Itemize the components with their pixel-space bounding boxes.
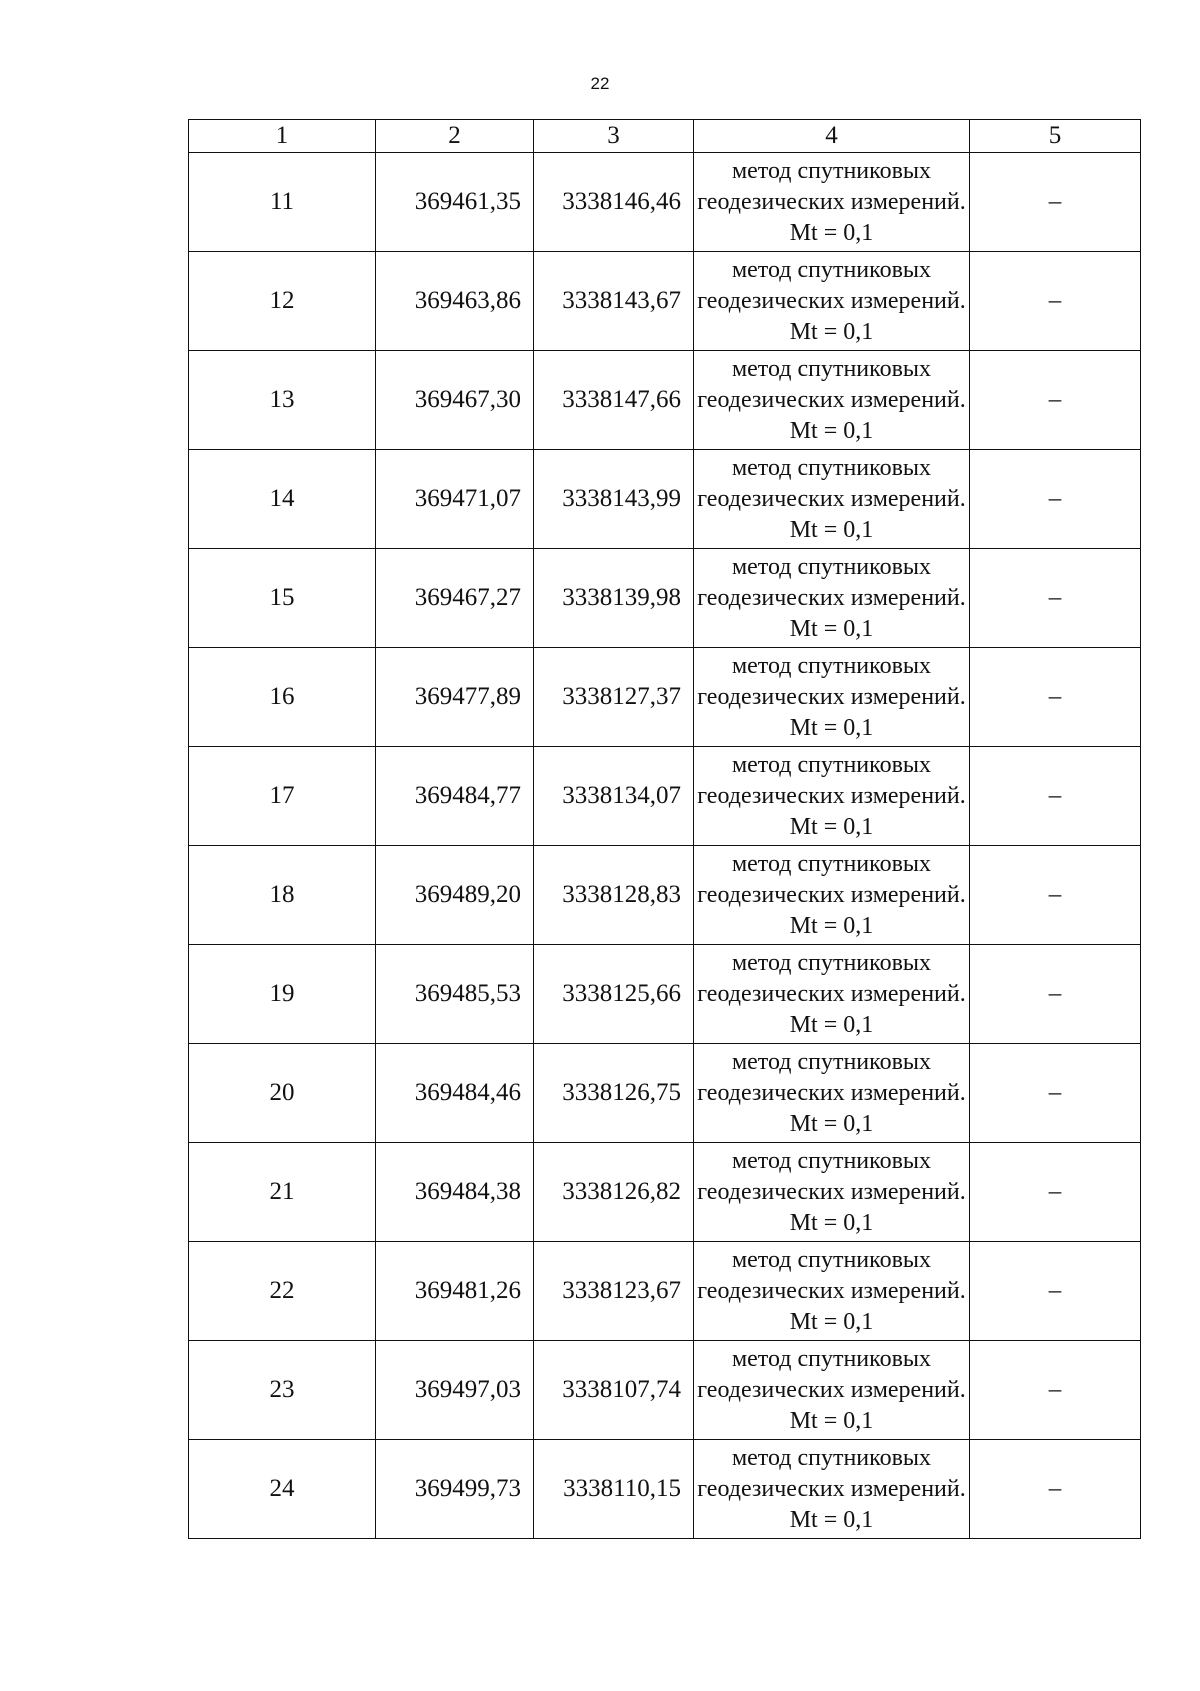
table-row: [189, 351, 1141, 450]
method-cell: метод спутниковых геодезических измерений. Mt = 0,1: [694, 1242, 970, 1341]
y-coordinate-cell: 3338107,74: [534, 1341, 694, 1440]
table-header-row: [189, 120, 1141, 153]
y-coordinate-cell: 3338126,82: [534, 1143, 694, 1242]
x-coordinate-cell: 369463,86: [376, 252, 534, 351]
notes-cell: –: [970, 549, 1141, 648]
notes-cell: –: [970, 747, 1141, 846]
method-cell: метод спутниковых геодезических измерений. Mt = 0,1: [694, 450, 970, 549]
point-number-cell: 23: [189, 1341, 376, 1440]
y-coordinate-cell: 3338134,07: [534, 747, 694, 846]
notes-cell: –: [970, 846, 1141, 945]
x-coordinate-cell: 369467,27: [376, 549, 534, 648]
notes-cell: –: [970, 351, 1141, 450]
notes-cell: –: [970, 450, 1141, 549]
point-number-cell: 22: [189, 1242, 376, 1341]
method-cell: метод спутниковых геодезических измерений. Mt = 0,1: [694, 549, 970, 648]
y-coordinate-cell: 3338143,99: [534, 450, 694, 549]
method-cell: метод спутниковых геодезических измерений. Mt = 0,1: [694, 1143, 970, 1242]
method-cell: метод спутниковых геодезических измерений. Mt = 0,1: [694, 351, 970, 450]
x-coordinate-cell: 369499,73: [376, 1440, 534, 1539]
table-row: [189, 1143, 1141, 1242]
y-coordinate-cell: 3338128,83: [534, 846, 694, 945]
method-cell: метод спутниковых геодезических измерений. Mt = 0,1: [694, 1440, 970, 1539]
x-coordinate-cell: 369471,07: [376, 450, 534, 549]
column-header: 3: [534, 120, 694, 153]
table-row: [189, 1044, 1141, 1143]
point-number-cell: 16: [189, 648, 376, 747]
y-coordinate-cell: 3338125,66: [534, 945, 694, 1044]
method-cell: метод спутниковых геодезических измерений. Mt = 0,1: [694, 153, 970, 252]
column-header: 5: [970, 120, 1141, 153]
column-header: 4: [694, 120, 970, 153]
x-coordinate-cell: 369461,35: [376, 153, 534, 252]
page-number: 22: [590, 74, 610, 93]
table-row: [189, 153, 1141, 252]
method-cell: метод спутниковых геодезических измерений. Mt = 0,1: [694, 1341, 970, 1440]
x-coordinate-cell: 369485,53: [376, 945, 534, 1044]
method-cell: метод спутниковых геодезических измерений. Mt = 0,1: [694, 1044, 970, 1143]
notes-cell: –: [970, 648, 1141, 747]
point-number-cell: 19: [189, 945, 376, 1044]
x-coordinate-cell: 369489,20: [376, 846, 534, 945]
point-number-cell: 18: [189, 846, 376, 945]
y-coordinate-cell: 3338139,98: [534, 549, 694, 648]
y-coordinate-cell: 3338127,37: [534, 648, 694, 747]
method-cell: метод спутниковых геодезических измерений. Mt = 0,1: [694, 846, 970, 945]
table-row: [189, 1341, 1141, 1440]
table-row: [189, 648, 1141, 747]
notes-cell: –: [970, 1044, 1141, 1143]
table-row: [189, 1242, 1141, 1341]
notes-cell: –: [970, 1143, 1141, 1242]
x-coordinate-cell: 369484,38: [376, 1143, 534, 1242]
notes-cell: –: [970, 1242, 1141, 1341]
point-number-cell: 14: [189, 450, 376, 549]
column-header: 2: [376, 120, 534, 153]
x-coordinate-cell: 369477,89: [376, 648, 534, 747]
method-cell: метод спутниковых геодезических измерений. Mt = 0,1: [694, 648, 970, 747]
table-row: [189, 450, 1141, 549]
y-coordinate-cell: 3338123,67: [534, 1242, 694, 1341]
notes-cell: –: [970, 252, 1141, 351]
notes-cell: –: [970, 153, 1141, 252]
notes-cell: –: [970, 1341, 1141, 1440]
method-cell: метод спутниковых геодезических измерений. Mt = 0,1: [694, 945, 970, 1044]
table-row: [189, 747, 1141, 846]
y-coordinate-cell: 3338147,66: [534, 351, 694, 450]
y-coordinate-cell: 3338146,46: [534, 153, 694, 252]
method-cell: метод спутниковых геодезических измерений. Mt = 0,1: [694, 747, 970, 846]
point-number-cell: 12: [189, 252, 376, 351]
y-coordinate-cell: 3338143,67: [534, 252, 694, 351]
point-number-cell: 21: [189, 1143, 376, 1242]
method-cell: метод спутниковых геодезических измерений. Mt = 0,1: [694, 252, 970, 351]
table-row: [189, 549, 1141, 648]
x-coordinate-cell: 369484,46: [376, 1044, 534, 1143]
y-coordinate-cell: 3338126,75: [534, 1044, 694, 1143]
point-number-cell: 15: [189, 549, 376, 648]
x-coordinate-cell: 369484,77: [376, 747, 534, 846]
table-body: [189, 153, 1141, 1539]
table-row: [189, 846, 1141, 945]
point-number-cell: 20: [189, 1044, 376, 1143]
x-coordinate-cell: 369497,03: [376, 1341, 534, 1440]
x-coordinate-cell: 369481,26: [376, 1242, 534, 1341]
table-row: [189, 1440, 1141, 1539]
notes-cell: –: [970, 1440, 1141, 1539]
column-header: 1: [189, 120, 376, 153]
coordinates-table: [188, 119, 1141, 1539]
table-row: [189, 945, 1141, 1044]
point-number-cell: 24: [189, 1440, 376, 1539]
point-number-cell: 11: [189, 153, 376, 252]
table-row: [189, 252, 1141, 351]
point-number-cell: 13: [189, 351, 376, 450]
x-coordinate-cell: 369467,30: [376, 351, 534, 450]
y-coordinate-cell: 3338110,15: [534, 1440, 694, 1539]
notes-cell: –: [970, 945, 1141, 1044]
point-number-cell: 17: [189, 747, 376, 846]
